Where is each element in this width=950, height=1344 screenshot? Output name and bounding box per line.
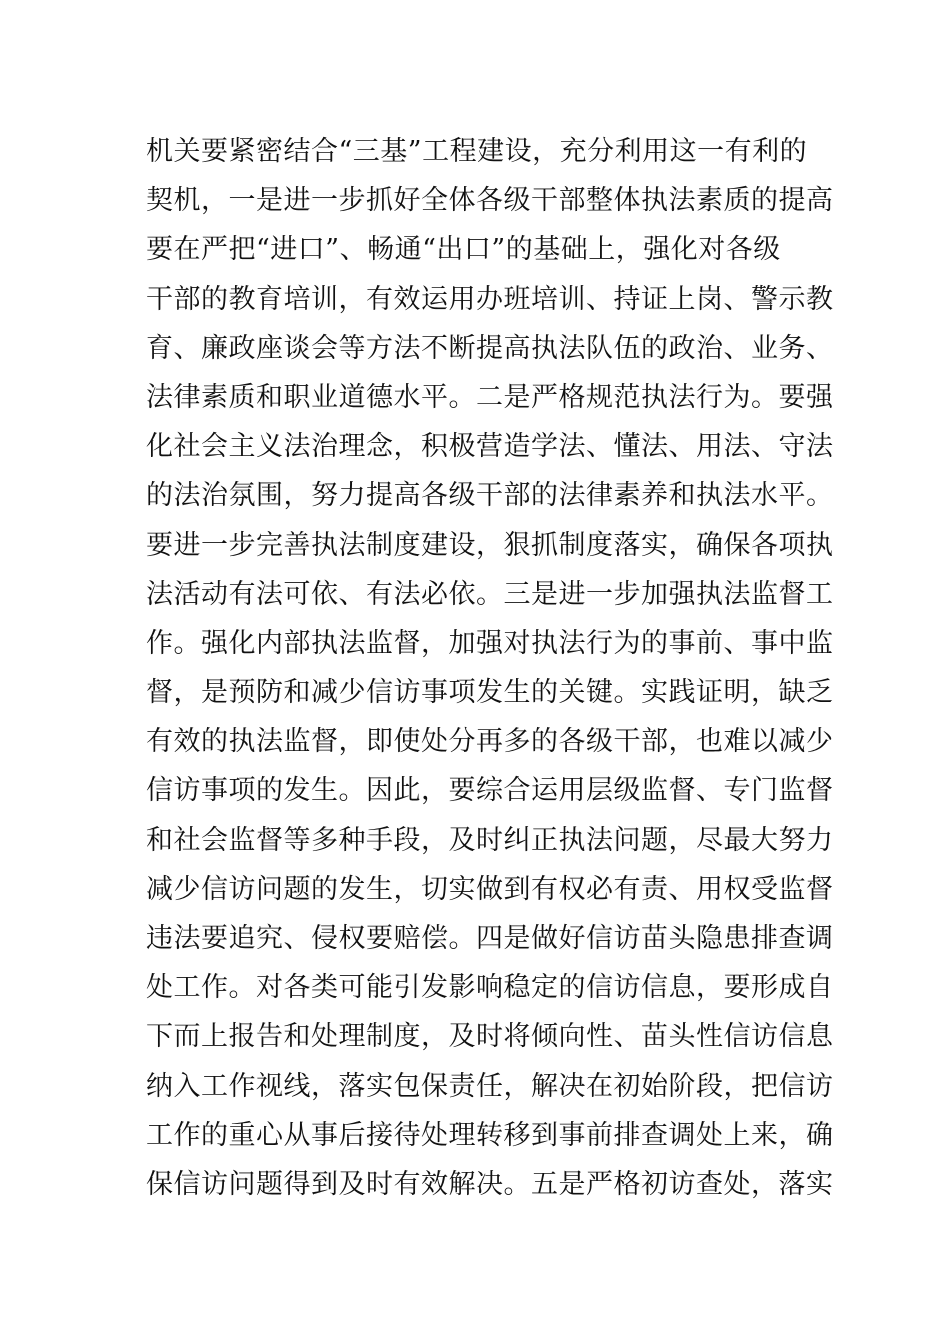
text-line: 干部的教育培训，有效运用办班培训、持证上岗、警示教 [146, 283, 834, 315]
text-line: 督，是预防和减少信访事项发生的关键。实践证明，缺乏 [146, 677, 834, 709]
text-line: 要进一步完善执法制度建设，狠抓制度落实，确保各项执 [146, 529, 834, 561]
text-line: 法律素质和职业道德水平。二是严格规范执法行为。要强 [146, 381, 834, 413]
text-line: 信访事项的发生。因此，要综合运用层级监督、专门监督 [146, 775, 834, 807]
text-line: 下而上报告和处理制度，及时将倾向性、苗头性信访信息 [146, 1021, 834, 1053]
text-line: 要在严把“进口”、畅通“出口”的基础上，强化对各级 [146, 234, 781, 266]
text-line: 有效的执法监督，即使处分再多的各级干部，也难以减少 [146, 726, 834, 758]
text-line: 处工作。对各类可能引发影响稳定的信访信息，要形成自 [146, 972, 834, 1004]
body-text [146, 127, 846, 1209]
text-line: 育、廉政座谈会等方法不断提高执法队伍的政治、业务、 [146, 332, 834, 364]
text-line: 减少信访问题的发生，切实做到有权必有责、用权受监督 [146, 873, 834, 905]
text-line: 机关要紧密结合“三基”工程建设，充分利用这一有利的 [146, 136, 808, 167]
text-line: 化社会主义法治理念，积极营造学法、懂法、用法、守法 [146, 431, 834, 463]
text-line: 作。强化内部执法监督，加强对执法行为的事前、事中监 [146, 627, 834, 659]
text-line: 和社会监督等多种手段，及时纠正执法问题，尽最大努力 [146, 824, 834, 856]
text-line: 的法治氛围，努力提高各级干部的法律素养和执法水平。 [146, 480, 834, 512]
text-line: 纳入工作视线，落实包保责任，解决在初始阶段，把信访 [146, 1070, 834, 1102]
text-line: 法活动有法可依、有法必依。三是进一步加强执法监督工 [146, 578, 834, 610]
text-line: 保信访问题得到及时有效解决。五是严格初访查处，落实 [146, 1168, 834, 1200]
text-line: 契机，一是进一步抓好全体各级干部整体执法素质的提高 [146, 185, 834, 217]
text-line: 工作的重心从事后接待处理转移到事前排查调处上来，确 [146, 1119, 834, 1151]
text-line: 违法要追究、侵权要赔偿。四是做好信访苗头隐患排查调 [146, 923, 834, 954]
